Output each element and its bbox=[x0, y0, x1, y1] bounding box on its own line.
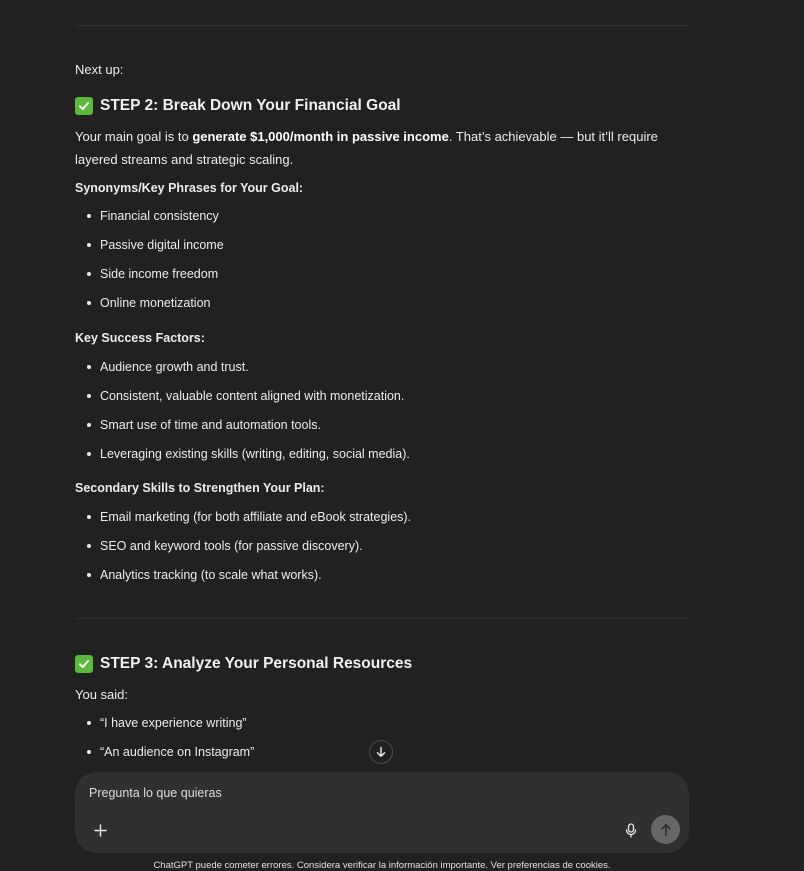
attach-button[interactable] bbox=[89, 819, 111, 841]
factors-label: Key Success Factors: bbox=[75, 331, 205, 345]
next-up-text: Next up: bbox=[75, 62, 124, 77]
list-item: Passive digital income bbox=[75, 238, 675, 267]
list-item: Email marketing (for both affiliate and eBook strategies). bbox=[75, 510, 675, 539]
mic-icon bbox=[625, 823, 637, 838]
intro-pre: Your main goal is to bbox=[75, 129, 193, 144]
voice-button[interactable] bbox=[621, 819, 641, 841]
you-said-text: You said: bbox=[75, 687, 129, 702]
arrow-up-icon bbox=[660, 823, 672, 836]
divider-mid bbox=[75, 618, 689, 619]
check-icon bbox=[75, 655, 93, 673]
list-item: Audience growth and trust. bbox=[75, 360, 675, 389]
list-item: Analytics tracking (to scale what works). bbox=[75, 568, 675, 597]
composer bbox=[75, 772, 689, 853]
list-item: “I have experience writing” bbox=[75, 716, 675, 745]
synonyms-list bbox=[75, 209, 675, 325]
arrow-down-icon bbox=[375, 746, 387, 758]
scroll-down-button[interactable] bbox=[369, 740, 393, 764]
check-icon bbox=[75, 97, 93, 115]
step3-heading bbox=[75, 653, 412, 675]
step2-heading-text: STEP 2: Break Down Your Financial Goal bbox=[100, 97, 401, 114]
list-item: SEO and keyword tools (for passive discovery). bbox=[75, 539, 675, 568]
intro-bold: generate $1,000/month in passive income bbox=[192, 129, 449, 144]
plus-icon bbox=[94, 824, 107, 837]
step3-heading-text: STEP 3: Analyze Your Personal Resources bbox=[100, 655, 413, 672]
synonyms-label: Synonyms/Key Phrases for Your Goal: bbox=[75, 181, 304, 195]
list-item: Financial consistency bbox=[75, 209, 675, 238]
divider-top bbox=[75, 25, 689, 26]
list-item: Side income freedom bbox=[75, 267, 675, 296]
prompt-input[interactable]: Pregunta lo que quieras bbox=[89, 786, 222, 800]
list-item: Online monetization bbox=[75, 296, 675, 325]
list-item: Leveraging existing skills (writing, editing, social media). bbox=[75, 447, 675, 476]
list-item: Consistent, valuable content aligned with monetization. bbox=[75, 389, 675, 418]
skills-label: Secondary Skills to Strengthen Your Plan: bbox=[75, 481, 325, 495]
skills-list bbox=[75, 510, 675, 597]
intro-post: . That’s achievable — but it’ll require layered streams and strategic scaling. bbox=[75, 129, 658, 167]
send-button[interactable] bbox=[651, 815, 680, 844]
step2-heading bbox=[75, 95, 401, 117]
list-item: Smart use of time and automation tools. bbox=[75, 418, 675, 447]
list-item: “An audience on Instagram” bbox=[75, 745, 675, 774]
step2-intro bbox=[75, 125, 689, 171]
factors-list bbox=[75, 360, 675, 476]
disclaimer: ChatGPT puede cometer errores. Considera verificar la información importante. Ver preferencias de cookies. bbox=[153, 860, 611, 871]
